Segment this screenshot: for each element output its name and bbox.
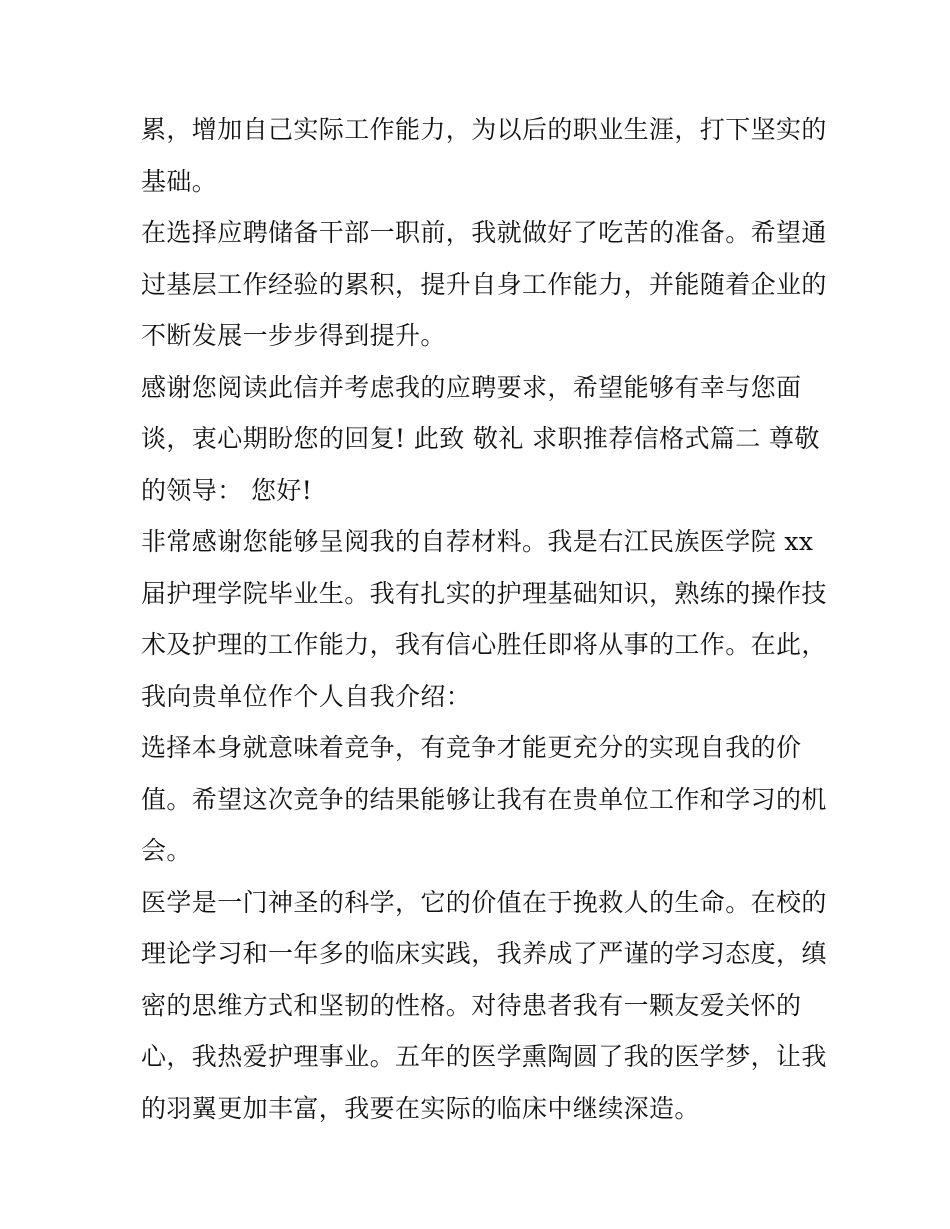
text-line: 的羽翼更加丰富，我要在实际的临床中继续深造。 (141, 1093, 700, 1123)
text-line: 密的思维方式和坚韧的性格。对待患者我有一颗友爱关怀的 (141, 990, 802, 1020)
text-line: 医学是一门神圣的科学，它的价值在于挽救人的生命。在校的 (141, 887, 827, 917)
text-line: 感谢您阅读此信并考虑我的应聘要求，希望能够有幸与您面 (141, 372, 802, 402)
text-line: 基础。 (141, 166, 218, 196)
text-line: 届护理学院毕业生。我有扎实的护理基础知识，熟练的操作技 (141, 578, 827, 608)
text-line: 累，增加自己实际工作能力，为以后的职业生涯，打下坚实的 (141, 115, 827, 144)
text-line: 非常感谢您能够呈阅我的自荐材料。我是右江民族医学院 xx (141, 527, 814, 556)
text-line: 理论学习和一年多的临床实践，我养成了严谨的学习态度，缜 (141, 939, 827, 968)
text-line: 心，我热爱护理事业。五年的医学熏陶圆了我的医学梦，让我 (141, 1042, 827, 1071)
text-line: 的领导： 您好! (141, 475, 313, 505)
text-line: 谈，衷心期盼您的回复! 此致 敬礼 求职推荐信格式篇二 尊敬 (141, 424, 820, 453)
text-line: 选择本身就意味着竞争，有竞争才能更充分的实现自我的价 (141, 733, 802, 762)
text-line: 在选择应聘储备干部一职前，我就做好了吃苦的准备。希望通 (141, 218, 827, 247)
text-line: 我向贵单位作个人自我介绍： (141, 681, 472, 711)
text-line: 值。希望这次竞争的结果能够让我有在贵单位工作和学习的机 (141, 784, 827, 814)
text-line: 术及护理的工作能力，我有信心胜任即将从事的工作。在此， (141, 630, 827, 659)
letter-body (141, 104, 827, 1134)
text-line: 不断发展一步步得到提升。 (141, 321, 446, 350)
text-line: 会。 (141, 836, 192, 865)
text-line: 过基层工作经验的累积，提升自身工作能力，并能随着企业的 (141, 269, 827, 299)
